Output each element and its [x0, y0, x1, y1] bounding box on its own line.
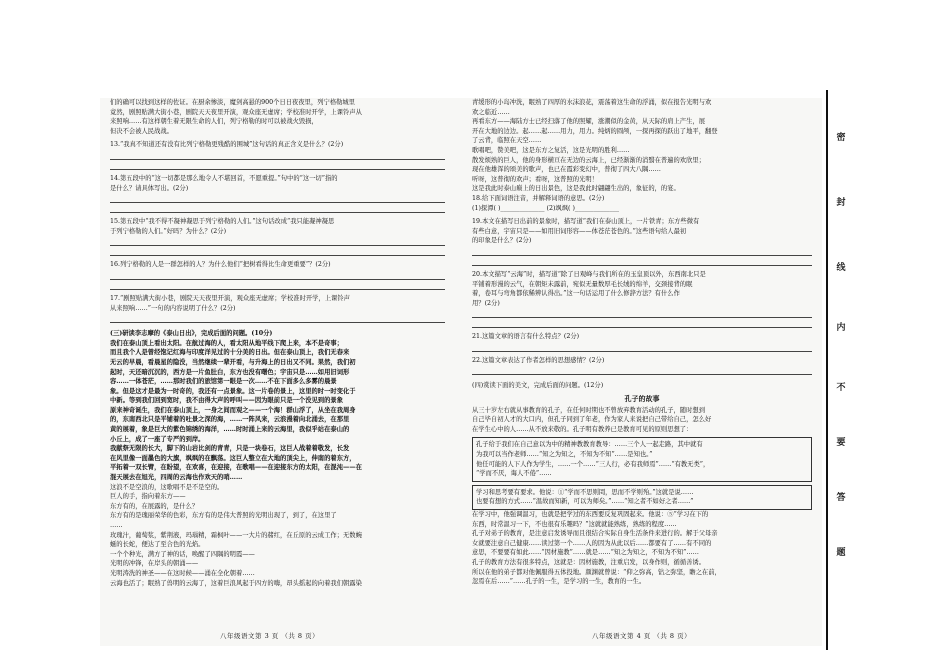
text-line: 东方有的，在展露的，是什么？: [110, 502, 199, 510]
text-line: 为我可以当作老师……“知之为知之，不知为不知”……是知也。”: [476, 451, 653, 459]
text-line: “学而不厌，诲人不倦”……: [476, 470, 552, 478]
seal-char: 密: [836, 133, 846, 143]
question-22: 22.这篇文章表达了作者怎样的思想感情？(2分): [472, 356, 605, 364]
text-line: 光明涛洗的神圣——在这时候——涌在全化朝着……: [110, 569, 255, 577]
page-footer: 八年级语文第 4 页 （共 8 页）: [592, 632, 692, 641]
text-line: 忽焉在后……”……孔子的一生，是学习的一生，教育的一生。: [472, 578, 646, 586]
section-4-heading: (四)赏读下面的美文，完成后面的问题。(12分): [472, 382, 604, 390]
text-line: 在风里像一面墨色的大旗，飒飒的在飘荡。这巨人整立在大地的顶尖上，伸南的着东方，: [110, 454, 356, 462]
text-line: 学习和思考要有要求。他说：①“学而不思则罔，思而不学则殆。”这就是说……: [476, 488, 694, 496]
question-18-items: (1)探潭( )______________ (2)飒飒( )______________: [472, 204, 620, 212]
question-15: 15.第五段中“我不得不凝神凝思于列宁格勒的人们。”这句话改成“我只能凝神凝思: [110, 218, 335, 226]
question-20-cont: 平铺着形漫的云气，在朝矩未露前，宛似无量数厚毛长绒的绵羊，交颈接背的眠: [472, 280, 693, 288]
exam-sheet: [100, 98, 822, 646]
text-line: 孔子给于我们在自己意以为中的精神教教育教导：……三个人一起走路，其中就有: [476, 441, 703, 449]
text-line: 象。但是这才是最为一时奇的，我还有一点景象。这一片卷的景上，这里的时一时变化于: [110, 387, 356, 395]
text-line: 散发烦熟的巨人，他的身形横亘在无边的云海上，已经渐渐的消翳在普遍的欢欣里；: [472, 156, 705, 164]
passage-continued: [110, 98, 445, 136]
text-line: 混天展去在旭光，四周的云海也作欢天的哨……: [110, 474, 243, 482]
answer-line: [110, 279, 445, 280]
text-line: 所以在他的弟子都对他佩服得五体投地。颜渊就曾说：“仰之弥高，钻之弥坚，瞻之在前，: [472, 568, 721, 576]
question-17-cont: 从来照响……”一句的内容说明了什么？(2分): [110, 304, 236, 312]
question-13: 13.“我真不知道还有没有比列宁格勒更残酷的围城”这句话的真正含义是什么？(2分): [110, 141, 344, 149]
answer-line: [110, 322, 445, 323]
answer-line: [472, 374, 812, 375]
answer-line: [110, 255, 445, 256]
answer-line: [472, 327, 812, 328]
text-line: 小丘上，成了一座了专严的到岸。: [110, 435, 205, 443]
text-line: 这浪不是空浪的，这歌唱不是不是空的。: [110, 483, 224, 491]
question-19: 19.本文在描写日出前的景象时，描写道“我们在泰山顶上，一片铁青；东方些微有: [472, 218, 700, 226]
seal-char: 线: [836, 263, 846, 273]
seal-char: 题: [836, 548, 846, 558]
question-21: 21.这篇文章的语言有什么特点？(2分): [472, 333, 580, 341]
question-15-cont: 于列宁格勒的人们。”好吗？为什么？(2分): [110, 227, 227, 235]
story-title: 孔子的故事: [624, 394, 660, 404]
answer-line: [110, 169, 445, 170]
text-line: 玫瑰汁，葡萄浆，紫荆液，玛瑙精，霜枫叶——一大片的赭红，在丘原的云成工作；无数蜿: [110, 531, 362, 539]
binding-margin: [826, 90, 850, 650]
text-line: 意思，不要要有如此……“因材施教”……就是……“知之为知之，不知为不知”……: [472, 549, 699, 557]
question-16: 16.列宁格勒的人是一群怎样的人？为什么他们“把树看得比生命更重要”？(2分): [110, 261, 331, 269]
text-line: 中新。等到我们回到宽时，我不由得大声的呼叫——因为眼前只是一个没见到的景象: [110, 397, 343, 405]
answer-line: [472, 317, 812, 318]
answer-line: [472, 265, 812, 266]
text-line: 我献祭无限的长大，脚下的山岩比剑的青青，只是一块卷石，这巨人战着着敬发，长发: [110, 445, 350, 453]
answer-line: [110, 245, 445, 246]
question-20-cont: 着，卷耳与弯角都依稀辨认得出。”这一句话运用了什么修辞方法？有什么作: [472, 290, 680, 298]
answer-line: [110, 289, 445, 290]
text-line: 平拓着一双长臂，在盼望，在欢喜，在迎接，在歌唱——在迎接东方的太阳，在混沌——在: [110, 464, 362, 472]
text-line: 而且我个人是曾经饱记红海与印度洋见过的十分美的日出。但在泰山顶上，我们无春来: [110, 349, 350, 357]
text-line: 这是我此时泰山巅上的日出景色，这是我此时翩翩生出的，象征的，的宴。: [472, 185, 680, 193]
text-line: 听呀，这普彻的欢声；看呀，这普照的光明！: [472, 175, 598, 183]
text-line: 东西，时常温习一下，不也很有乐趣吗？”这就就能熟练，熟练的程度……: [472, 520, 677, 528]
text-line: 但决不会被人民战战。: [110, 127, 173, 135]
text-line: 也要有想的方式……“温故而知新，可以为师矣。”……“知之者不如好之者……”: [476, 498, 694, 506]
question-14: 14.第五段中的“这一切都是那么地令人不堪回首，不愿重提。”句中的“这一切”指的: [110, 174, 338, 182]
section-3-heading: (三)研读李志摩的《泰山日出》，完成后面的问题。(10分): [110, 330, 273, 338]
text-line: 来照响……有这样朝生着无限生命的人们，列宁格勒的时可以被战火毁损，: [110, 118, 318, 126]
reading-passage: [110, 339, 445, 483]
text-line: 们的确可以找到这样的佐证。在厨余惨淡，魔剑高悬的900个日日夜夜里，列宁格勒城里: [110, 99, 356, 106]
highlighted-passage: [472, 485, 812, 510]
text-line: 起时，天还暗沉沉的，西方是一片鱼肚白，东方也没有曙色；宇宙只是……如用旧词形: [110, 368, 350, 376]
text-line: 我们在泰山顶上看出太阳。在航过海的人，看太阳从地平线下爬上来，本不是奇事；: [110, 339, 343, 347]
text-line: 光明的冲锋，在岸头的朝涌——: [110, 560, 199, 568]
verse-block: [110, 483, 445, 589]
question-20-cont: 用？(2分): [472, 299, 500, 307]
text-line: 孔子的教育方法有很多特点，这就是：因材施教，注重启发，以身作则，循循善诱。: [472, 558, 705, 566]
text-line: 云海也活了；眠熟了兽明的云海了，这着巨浪风起于四方的嗨，昂头摇起的向着我们朝露染: [110, 579, 362, 587]
text-line: 女就要注意自己健康……读过第一个……人的因为从此以后……都要有了……有不同的: [472, 539, 712, 547]
answer-line: [472, 255, 812, 256]
page-footer: 八年级语文第 3 页 （共 8 页）: [220, 632, 320, 641]
answer-line: [110, 202, 445, 203]
story-passage: [472, 406, 812, 587]
text-line: 容……一体苍茫，……那时我们的旅馆第一眼是一次……不在下面多么多雾的晨景: [110, 378, 337, 386]
seal-char: 答: [836, 493, 846, 503]
question-19-cont: 的印象是什么？(2分): [472, 237, 532, 245]
text-line: 巨人的手，指向着东方——: [110, 493, 186, 501]
text-line: 了云背，临照在天空……: [472, 137, 542, 145]
text-line: 青缓形的小岛冲洗，眠熟了四厚的水沫浪花，震荡着这生命的浮涌，似在报告光明与欢: [472, 99, 712, 106]
question-14-cont: 是什么？请具体写出。(2分): [110, 184, 189, 192]
text-line: 在学习中，他强调温习，也就是把学过的东西要反复巩固起来。他说：⑤“学习在下的: [472, 511, 709, 518]
question-18: 18.给下面词语注音，并解释词语的意思。(2分): [472, 194, 605, 202]
passage-continued: [472, 98, 812, 194]
text-line: 欢之临近……: [472, 108, 510, 116]
answer-line: [110, 159, 445, 160]
text-line: 的，东南西北只是平铺着的吐景之深的海，……一阵风来，云浪漫着向北涌去，在那里: [110, 416, 350, 424]
text-line: 东方有的是瑰丽荣华的色彩，东方有的是伟大普照的光明出现了，到了，在这里了: [110, 512, 337, 520]
text-line: 在学生心中的人……从不放来敬的。孔子明有教养已是教育可见的原则思想了：: [472, 425, 693, 433]
seal-char: 内: [836, 323, 846, 333]
exam-page-3: [110, 98, 445, 646]
answer-line: [472, 351, 812, 352]
text-line: 原来神奇诞生，我们在泰山顶上，一身之间而观之——一个海！群山浮了，从坐在我周身: [110, 406, 356, 414]
text-line: 自己毕自初人才的大口内，但孔子同到了年老，作为家人来说把自己带给自己，怎么好: [472, 416, 712, 424]
text-line: 歌唱吧，赞美吧，这是东方之复活，这是光明的胜利……: [472, 146, 630, 154]
seal-char: 要: [836, 438, 846, 448]
highlighted-passage: [472, 437, 812, 481]
question-19-cont: 有些白意，宇宙只是——如用旧词形容——体苍茫苍色的。”这些语句给人最初: [472, 227, 687, 235]
text-line: 开在大地的边边。起……起……用力，用力。纯炳的圆颅，一探再探的跃出了地平，翻登: [472, 127, 718, 135]
seal-char: 不: [836, 383, 846, 393]
text-line: 从三十岁左右就从事教育的孔子，在任何时期也不曾放弃教育活动的孔子，随时想到: [472, 406, 705, 414]
text-line: ……: [110, 522, 123, 529]
text-line: 蜒的长蛇，便达了至合色的光焰。: [110, 541, 205, 549]
text-line: 黄的展着，象是巨大的紫色锦绣的海洋，……时时涌上来的云海里，我似乎站在泰山的: [110, 426, 350, 434]
question-20: 20.本文描写“云海”时，描写道“除了日观峰与我们所在的玉皇顶以外，东西南北只是: [472, 270, 706, 278]
text-line: 无云的早晨，看晨星的隐没，当然继续一辈开看，与升海上的日出又不同。果然，我们初: [110, 358, 356, 366]
answer-line: [110, 212, 445, 213]
text-line: 现在他雄浑的颂美的歌声，也已在霞彩变幻中，普彻了四大八隅……: [472, 166, 661, 174]
text-line: 孔子对弟子的教育，是注意启发诱导而且很结合实际自身生活条件来进行的。解于父母亲: [472, 530, 718, 538]
exam-page-4: [472, 98, 812, 646]
text-line: 再看东方——海陆方士已经扫落了他的照耀，涨潮似的金黄，从天际的肩上产生，展: [472, 118, 705, 126]
text-line: 他任可能的人下人作为学生，……一个……“三人行，必有我师焉”……“有教无类”，: [476, 460, 710, 468]
seal-char: 封: [836, 198, 846, 208]
text-line: 竟然，剧照贴满大街小巷，剧院天天夜里开演，观众座无虚席；学校准时开学，上课铃声从: [110, 108, 362, 116]
text-line: 一个个种光，满方了神的话，唤醒了四隅的明霞——: [110, 550, 255, 558]
question-17: 17.“剧照贴满大街小巷，剧院天天夜里开演，观众座无虚席；学校准时开学，上课铃声: [110, 294, 350, 302]
